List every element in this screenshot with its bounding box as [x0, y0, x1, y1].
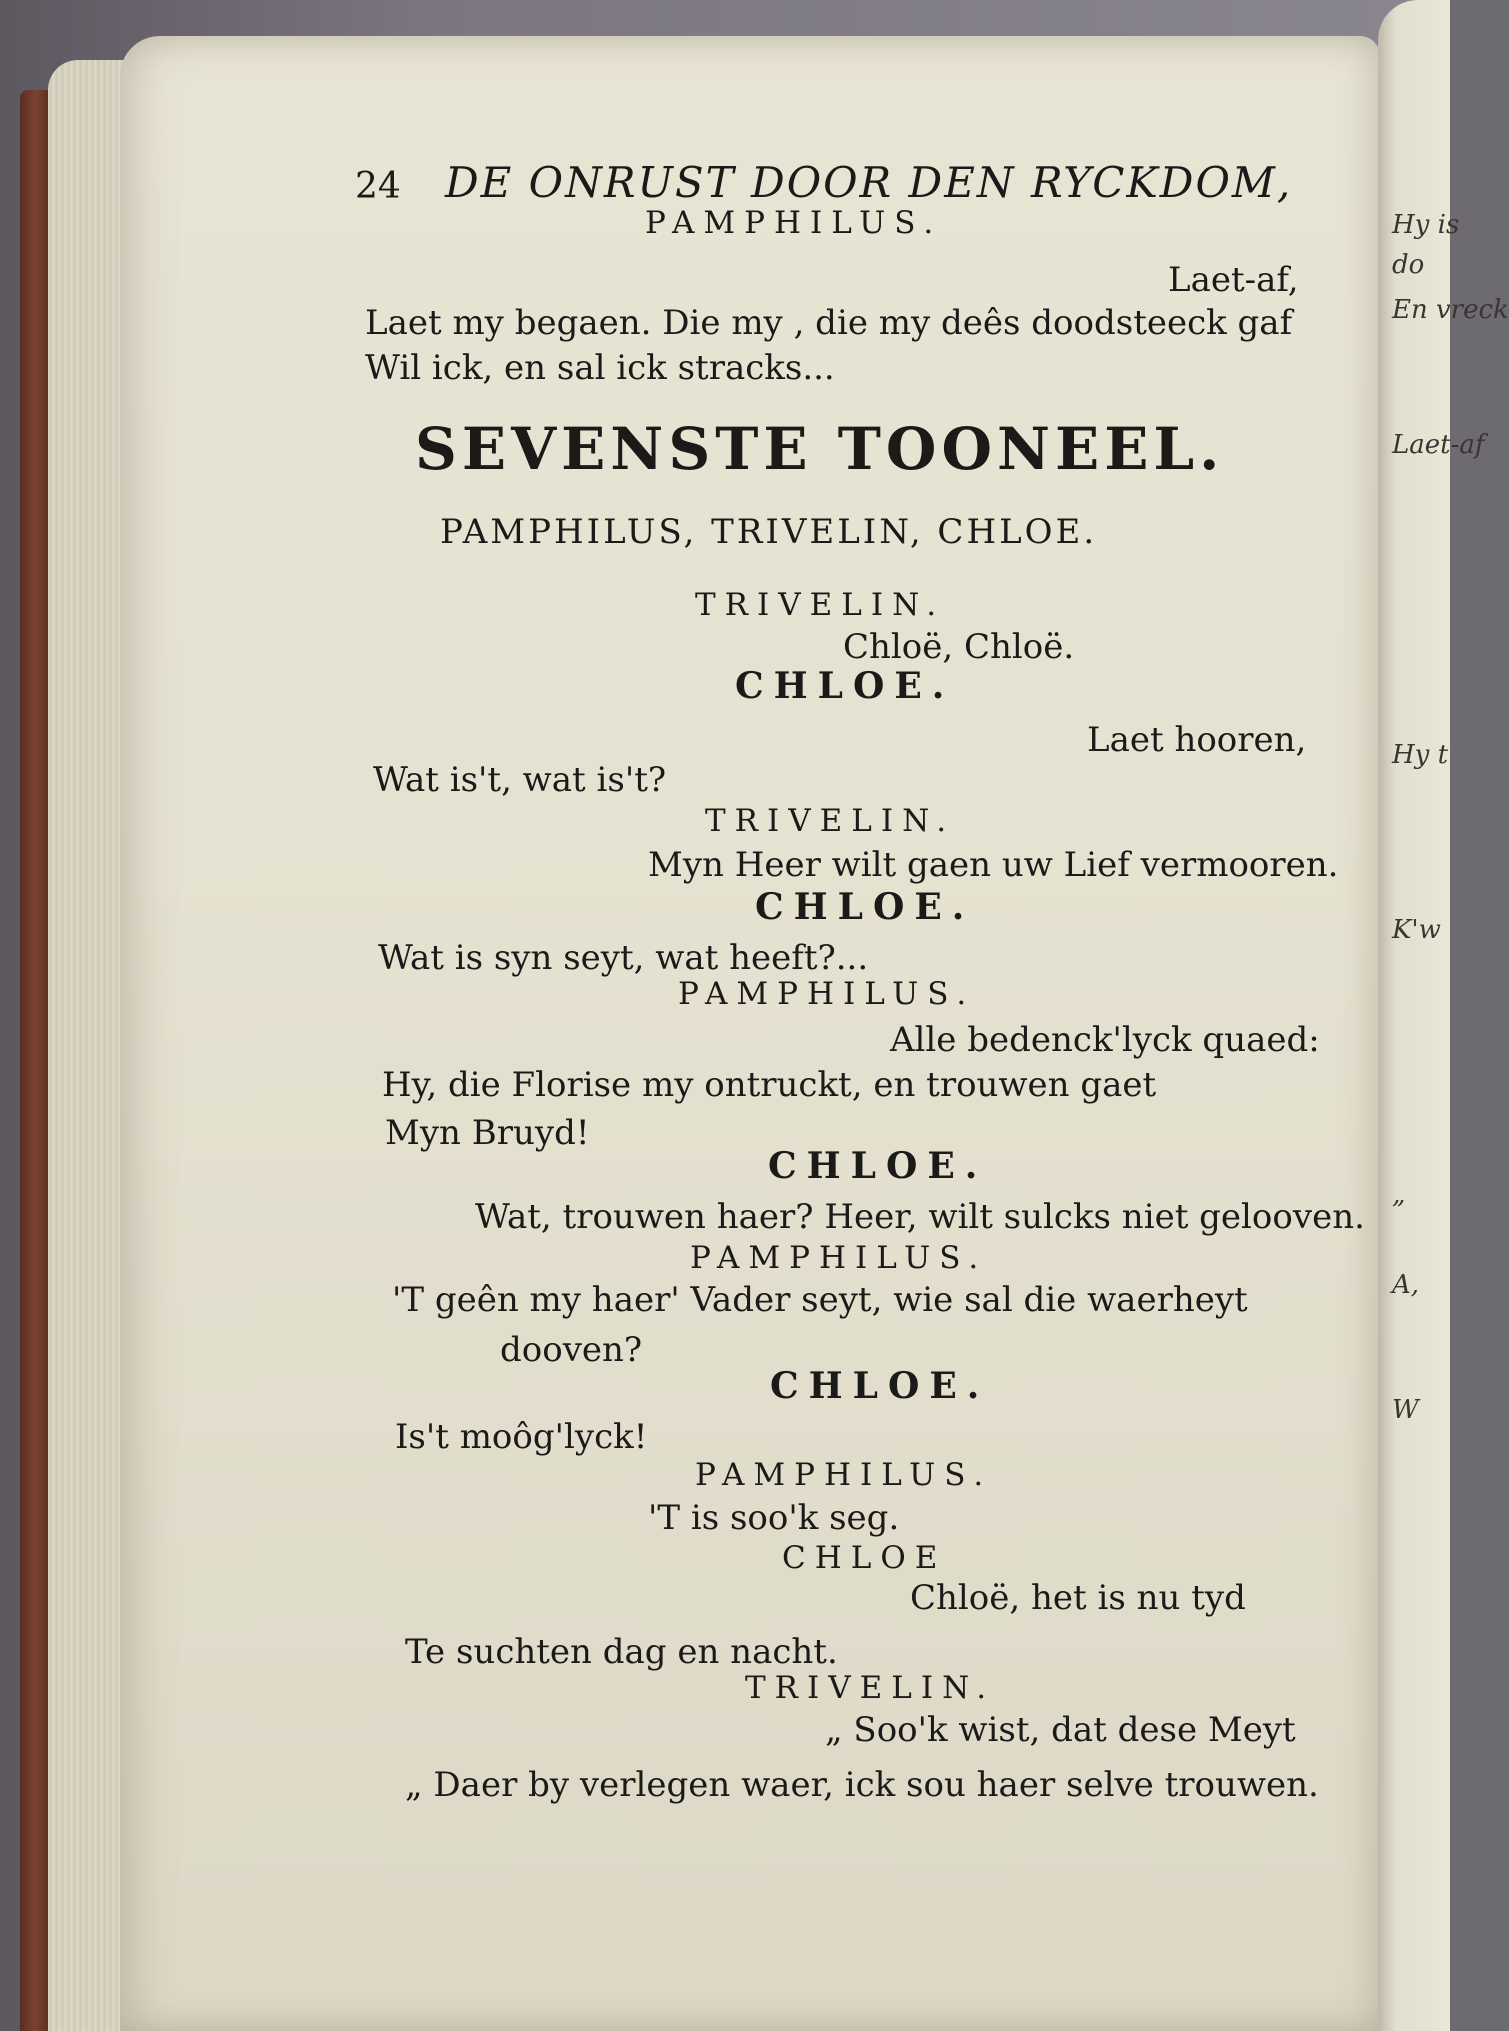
verse-line: Chloë, het is nu tyd	[910, 1578, 1246, 1618]
scene-heading: SEVENSTE TOONEEL.	[415, 415, 1225, 483]
verse-line: 'T is soo'k seg.	[648, 1498, 900, 1538]
verse-line: Hy, die Florise my ontruckt, en trouwen gaet	[382, 1065, 1157, 1105]
speaker-name: TRIVELIN.	[705, 803, 956, 839]
verse-line: Wat is't, wat is't?	[373, 760, 667, 800]
verse-line: 'T geên my haer' Vader seyt, wie sal die waerheyt	[392, 1280, 1248, 1320]
speaker-name: CHLOE.	[768, 1145, 988, 1187]
verse-line: Laet my begaen. Die my , die my deês doodsteeck gaf	[365, 303, 1293, 343]
facing-fragment: En vreck	[1392, 295, 1509, 325]
speaker-name: PAMPHILUS.	[690, 1240, 988, 1276]
speaker-name: CHLOE.	[755, 886, 975, 928]
verse-line: „ Daer by verlegen waer, ick sou haer selve trouwen.	[405, 1765, 1319, 1805]
verse-line: Alle bedenck'lyck quaed:	[890, 1020, 1320, 1060]
verse-line: Wat, trouwen haer? Heer, wilt sulcks niet gelooven.	[475, 1197, 1365, 1237]
verse-line: Chloë, Chloë.	[843, 627, 1075, 667]
verse-line: Is't moôg'lyck!	[395, 1417, 648, 1457]
speaker-name: CHLOE.	[770, 1365, 990, 1407]
speaker-name: PAMPHILUS.	[645, 205, 943, 241]
running-title: DE ONRUST DOOR DEN RYCKDOM,	[445, 158, 1293, 207]
verse-line: Myn Heer wilt gaen uw Lief vermooren.	[648, 845, 1339, 885]
facing-fragment: Hy t	[1392, 740, 1449, 770]
cast-list: PAMPHILUS, TRIVELIN, CHLOE.	[440, 512, 1098, 552]
speaker-name: CHLOE.	[735, 665, 955, 707]
verse-line: „ Soo'k wist, dat dese Meyt	[825, 1710, 1296, 1750]
verse-line: dooven?	[500, 1330, 643, 1370]
speaker-name: TRIVELIN.	[745, 1670, 996, 1706]
speaker-name: PAMPHILUS.	[678, 976, 976, 1012]
facing-fragment: Hy is	[1392, 210, 1460, 240]
speaker-name: PAMPHILUS.	[695, 1457, 993, 1493]
verse-line: Te suchten dag en nacht.	[405, 1632, 838, 1672]
speaker-name: CHLOE	[782, 1540, 947, 1576]
facing-fragment: Laet-af	[1392, 430, 1485, 460]
verse-line: Wat is syn seyt, wat heeft?...	[378, 938, 869, 978]
verse-line: Myn Bruyd!	[385, 1113, 590, 1153]
verse-line: Laet-af,	[1168, 260, 1299, 300]
facing-fragment: A,	[1392, 1270, 1420, 1300]
speaker-name: TRIVELIN.	[695, 587, 946, 623]
verse-line: Wil ick, en sal ick stracks...	[365, 348, 835, 388]
facing-page-edge	[1378, 0, 1509, 2031]
facing-fragment: K'w	[1392, 915, 1441, 945]
verse-line: Laet hooren,	[1087, 720, 1307, 760]
facing-fragment: „	[1392, 1180, 1406, 1210]
facing-fragment: W	[1392, 1395, 1419, 1425]
page-number: 24	[355, 166, 401, 207]
facing-fragment: do	[1392, 250, 1425, 280]
